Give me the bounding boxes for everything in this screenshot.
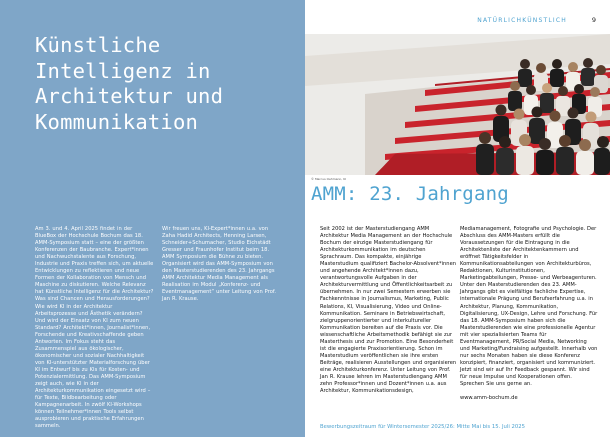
career-paragraph: Mediamanagement, Fotografie und Psychologie. Der Abschluss des AMM-Masters erfüllt die Voraussetzungen für die Eintragung in die Architektenliste der Architektenkammern und eröffnet Tätigkeitsfelder in Kommunikationsabteilungen von Architekturbüros, Redaktionen, Kulturinstitutionen, Marketingabteilungen, Presse- und Werbeagenturen. Unter den Masterstudierenden des 23. AMM-Jahrgangs gibt es vielfältige fachliche Expertise, internationale Prägung und Berufserfahrung u.a. in Architektur, Planung, Kommunikation, Digitalisierung, UX-Design, Lehre und Forschung. Für das 18. AMM-Symposium haben sich die Masterstudierenden wie eine professionelle Agentur mit vier spezialisierten Teams für Eventmanagement, PR/Social Media, Networking und Marketing/Fundraising aufgestellt. Innerhalb von nur sechs Monaten haben sie diese Konferenz konzipiert, finanziert, organisiert und kommuniziert. Jetzt sind wir auf Ihr Feedback gespannt. Wir sind für neue Impulse und Kooperationen offen. Sprechen Sie uns gerne an. (460, 226, 598, 388)
photo-caption: © Marcus Oehmann, KI (311, 177, 347, 181)
website-link[interactable]: www.amm-bochum.de (460, 395, 518, 402)
group-photo (305, 34, 610, 175)
running-head: NATÜRLICHKÜNSTLICH (477, 17, 567, 24)
group-photo-illustration (305, 34, 610, 175)
program-paragraph: Seit 2002 ist der Masterstudiengang AMM Architektur Media Management an der Hochschule Bochum der einzige Masterstudiengang für Architekturkommunikation im deutschen Sprachraum. Das kompakte, einjährige Masterstudium qualifiziert Bachelor-Absolvent*innen und angehende Architekt*innen dazu, verantwortungsvolle Aufgaben in der Architekturvermittlung und Öffentlichkeitsarbeit zu übernehmen. In nur zwei Semestern erwerben sie Fachkenntnisse in Journalismus, Marketing, Public Relations, KI, Visualisierung, Video und Online-Kommunikation. Seminare in Betriebswirtschaft, zielgruppenorientierter und interkultureller Kommunikation bereiten auf die Praxis vor. Die wissenschaftliche Arbeitsmethodik befähigt sie zur Masterthesis und zur Promotion. Eine Besonderheit ist die engagierte Praxisorientierung. Schon im Masterstudium veröffentlichen sie ihre ersten Beiträge, realisieren Ausstellungen und organisieren eine Architekturkonferenz. Unter Leitung von Prof. Jan R. Krause lehren im Masterstudiengang AMM zehn Professor*innen und Dozent*innen u.a. aus Architektur, Kommunikationsdesign, (320, 226, 457, 395)
left-column-1 (35, 226, 154, 430)
article-title: Künstliche Intelligenz in Architektur und Kommunikation (35, 33, 224, 134)
page-number: 9 (591, 16, 596, 24)
intro-paragraph: Am 3. und 4. April 2025 findet in der BlueBox der Hochschule Bochum das 18. AMM-Symposium statt – eine der größten Konferenzen der Baubranche. Expert*innen und Nachwuchstalente aus Forschung, Industrie und Praxis treffen sich, um aktuelle Entwicklungen zu reflektieren und neue Formen der Kollaboration von Mensch und Maschine zu diskutieren. Welche Relevanz hat Künstliche Intelligenz für die Architektur? Was sind Chancen und Herausforderungen? Wie wird KI in der Architektur Arbeitsprozesse und Ästhetik verändern? Und wird der Einsatz von KI zum neuen Standard? Architekt*innen, Journalist*innen, Forschende und Kreativschaffende geben Antworten. Im Fokus steht das Zusammenspiel aus ökologischer, ökonomischer und sozialer Nachhaltigkeit von KI-unterstützter Materialforschung über KI im Entwurf bis zu KIs für Kosten- und Potenzialermittlung. Das AMM-Symposium zeigt auch, wie KI in der Architekturkommunikation eingesetzt wird – für Texte, Bildbearbeitung oder Kampagnenarbeit. In zwölf KI-Workshops können Teilnehmer*innen Tools selbst ausprobieren und praktische Erfahrungen sammeln. (35, 226, 154, 430)
right-page (305, 0, 610, 437)
left-column-2 (162, 226, 283, 304)
right-column-2 (460, 226, 598, 402)
speakers-paragraph: Wir freuen uns, KI-Expert*innen u.a. von Zaha Hadid Architects, Henning Larsen, Schneider+Schumacher, Studio Eichstädt Gresser und Fraunhofer Institut beim 18. AMM Symposium die Bühne zu bieten. Organisiert wird das AMM-Symposium von den Masterstudierenden des 23. Jahrgangs AMM Architektur Media Management als Realisation im Modul „Konferenz- und Eventmanagement“ unter Leitung von Prof. Jan R. Krause. (162, 226, 276, 303)
application-period-footer: Bewerbungszeitraum für Wintersemester 2025/26: Mitte Mai bis 15. Juli 2025 (320, 424, 526, 430)
section-title: AMM: 23. Jahrgang (311, 183, 509, 205)
right-column-1 (320, 226, 458, 395)
